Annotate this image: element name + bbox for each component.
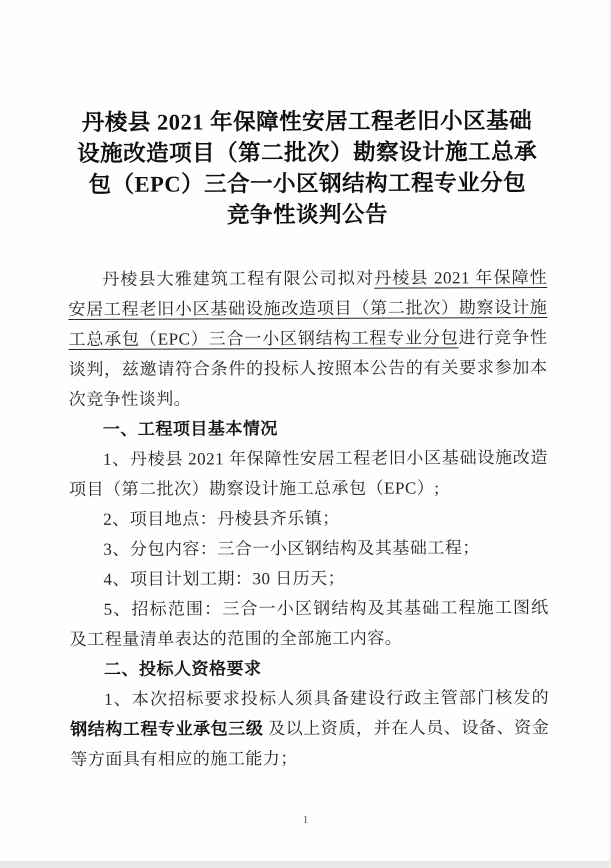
section1-item-3: 3、分包内容：三合一小区钢结构及其基础工程；	[103, 538, 480, 559]
title-line-3: 包（EPC）三合一小区钢结构工程专业分包	[88, 170, 527, 197]
section1-item-4: 4、项目计划工期：30 日历天；	[103, 568, 346, 589]
section1-item-2: 2、项目地点：丹棱县齐乐镇；	[103, 508, 340, 529]
page-number: 1	[302, 814, 309, 826]
section1-item-1: 1、丹棱县 2021 年保障性安居工程老旧小区基础设施改造项目（第二批次）勘察设计施工总承包（EPC）;	[69, 447, 549, 500]
title-line-1: 丹棱县 2021 年保障性安居工程老旧小区基础	[81, 108, 533, 135]
qualification-bold-text: 钢结构工程专业承包三级	[70, 719, 264, 740]
document-title	[67, 105, 547, 231]
intro-tail-text: 进行竞争性谈判，兹邀请符合条件的投标人按照本公告的有关要求参加本次竞争性谈判。	[68, 327, 548, 410]
section1-heading: 一、工程项目基本情况	[102, 419, 278, 439]
intro-lead-text: 丹棱县大雅建筑工程有限公司拟对	[102, 268, 375, 289]
intro-paragraph	[68, 263, 548, 415]
qualification-tail-text: 及以上资质，并在人员、设备、资金等方面具有相应的施工能力；	[70, 717, 550, 770]
section1-item-5: 5、招标范围：三合一小区钢结构及其基础工程施工图纸及工程量清单表达的范围的全部施工内容。	[69, 597, 549, 650]
title-line-4: 竞争性谈判公告	[226, 201, 388, 228]
section2-heading: 二、投标人资格要求	[103, 659, 262, 679]
title-line-2: 设施改造项目（第二批次）勘察设计施工总承	[77, 138, 538, 167]
intro-underlined-project-name: 丹棱县 2021 年保障性安居工程老旧小区基础设施改造项目（第二批次）勘察设计施工总承包（EPC）三合一小区钢结构工程专业分包	[68, 267, 548, 350]
document-content	[67, 0, 549, 775]
qualification-lead-text: 1、本次招标要求投标人须具备建设行政主管部门核发的	[104, 687, 550, 709]
scan-edge-bottom	[0, 861, 611, 868]
section2-item-1	[70, 683, 549, 775]
